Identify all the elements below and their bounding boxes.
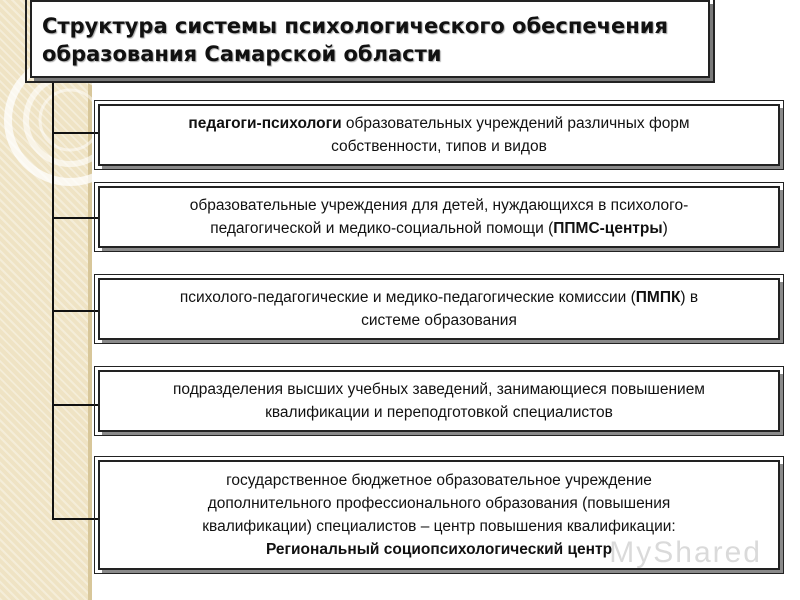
item-3-line-1-post: ) в: [680, 289, 699, 306]
item-3-line-2: системе образования: [361, 312, 517, 329]
diagram-title-box: [30, 0, 710, 78]
item-2-line-2: [190, 217, 689, 240]
item-2-line-2-post: ): [662, 220, 668, 237]
diagram-title: [42, 12, 698, 68]
item-2-bold: ППМС-центры: [553, 220, 663, 237]
item-4-line-2: квалификации и переподготовкой специалистов: [265, 404, 613, 421]
item-2-line-1: образовательные учреждения для детей, нуждающихся в психолого-: [189, 197, 689, 214]
item-5-bold: Региональный социопсихологический центр: [265, 541, 613, 558]
structure-item-pmpk: [98, 278, 780, 340]
tree-vertical-connector: [52, 78, 54, 520]
structure-item-universities: [98, 370, 780, 432]
watermark: MyShared: [609, 536, 762, 569]
item-3-line-1: [180, 286, 698, 309]
structure-item-ppms-centers: [98, 186, 780, 248]
item-5-line-3: квалификации) специалистов – центр повышения квалификации:: [202, 518, 676, 535]
tree-connector-2: [52, 217, 98, 219]
item-1-text: образовательных учреждений различных форм: [341, 115, 690, 132]
item-5-line-1: государственное бюджетное образовательное учреждение: [226, 472, 652, 489]
tree-connector-4: [52, 404, 98, 406]
title-line-2: образования Самарской области: [42, 42, 442, 66]
structure-item-psychologists: [98, 104, 780, 166]
tree-connector-1: [52, 132, 98, 134]
item-5-line-4: [202, 538, 675, 561]
item-3-bold: ПМПК: [635, 289, 681, 306]
item-1-line-1: [188, 112, 689, 135]
item-5-line-2: дополнительного профессионального образования (повышения: [207, 495, 671, 512]
item-1-bold: педагоги-психологи: [188, 115, 342, 132]
item-1-line-2: собственности, типов и видов: [331, 138, 547, 155]
title-line-1: Структура системы психологического обеспечения: [42, 14, 668, 38]
item-4-line-1: подразделения высших учебных заведений, занимающиеся повышением: [173, 381, 705, 398]
tree-connector-3: [52, 310, 98, 312]
item-3-line-1-pre: психолого-педагогические и медико-педагогические комиссии (: [179, 289, 636, 306]
item-2-line-2-pre: педагогической и медико-социальной помощи (: [210, 220, 554, 237]
tree-connector-5: [52, 518, 98, 520]
